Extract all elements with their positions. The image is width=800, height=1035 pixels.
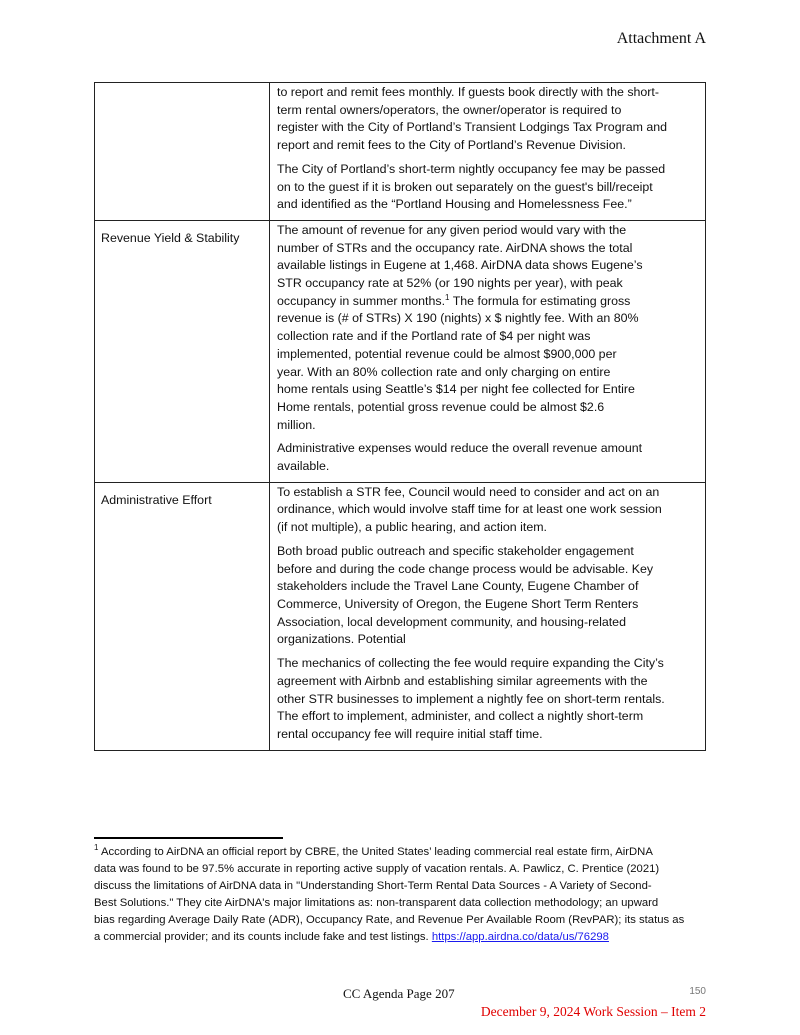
criterion-description: [270, 220, 706, 482]
text-line: ordinance, which would involve staff time for at least one work session: [277, 502, 662, 517]
paragraph: [277, 484, 699, 537]
table-row: [95, 83, 706, 221]
text-line: year. With an 80% collection rate and only charging on entire: [277, 364, 611, 379]
criteria-table: [94, 82, 706, 751]
page-number: 150: [689, 986, 706, 997]
text-line: The City of Portland’s short-term nightly occupancy fee may be passed: [277, 161, 666, 176]
text-line: stakeholders include the Travel Lane County, Eugene Chamber of: [277, 579, 639, 594]
text-line: available.: [277, 459, 330, 474]
criterion-description: [270, 482, 706, 750]
footnote-text: discuss the limitations of AirDNA data in "Understanding Short-Term Rental Data Sources - A Variety of Second-: [94, 880, 652, 892]
text-line: agreement with Airbnb and establishing similar agreements with the: [277, 673, 648, 688]
criterion-description: [270, 83, 706, 221]
table-row: [95, 220, 706, 482]
footnote-line: [94, 844, 684, 861]
text-line: collection rate and if the Portland rate of $4 per night was: [277, 329, 591, 344]
text-line: and identified as the “Portland Housing and Homelessness Fee.”: [277, 197, 632, 212]
text-line: The effort to implement, administer, and collect a nightly short-term: [277, 709, 644, 724]
text-line: Commerce, University of Oregon, the Eugene Short Term Renters: [277, 596, 639, 611]
text-line: number of STRs and the occupancy rate. AirDNA shows the total: [277, 240, 633, 255]
text-line: rental occupancy fee will require initial staff time.: [277, 726, 543, 741]
text-line: The amount of revenue for any given period would vary with the: [277, 222, 627, 237]
footnote-line: [94, 929, 684, 946]
criterion-label: Revenue Yield & Stability: [95, 220, 270, 482]
work-session-label: December 9, 2024 Work Session – Item 2: [480, 1004, 706, 1019]
text-line: To establish a STR fee, Council would need to consider and act on an: [277, 484, 660, 499]
text-line: before and during the code change process would be advisable. Key: [277, 561, 654, 576]
attachment-label: Attachment A: [616, 30, 706, 47]
text-line: other STR businesses to implement a nightly fee on short-term rentals.: [277, 691, 665, 706]
text-line: Administrative expenses would reduce the overall revenue amount: [277, 441, 643, 456]
text-line: to report and remit fees monthly. If guests book directly with the short-: [277, 85, 659, 99]
text-line: (if not multiple), a public hearing, and action item.: [277, 520, 547, 535]
paragraph: [277, 440, 699, 475]
text-line: home rentals using Seattle’s $14 per night fee collected for Entire: [277, 382, 635, 397]
paragraph: [277, 543, 699, 649]
airdna-link[interactable]: https://app.airdna.co/data/us/76298: [431, 931, 609, 943]
text-line: report and remit fees to the City of Portland’s Revenue Division.: [277, 138, 626, 153]
text-line: term rental owners/operators, the owner/operator is required to: [277, 102, 622, 117]
footnote-divider: [94, 837, 283, 839]
footnote: [94, 844, 684, 946]
text-line: available listings in Eugene at 1,468. AirDNA data shows Eugene’s: [277, 258, 643, 273]
paragraph: [277, 222, 699, 434]
text-line: on to the guest if it is broken out separately on the guest's bill/receipt: [277, 179, 653, 194]
footnote-text: a commercial provider; and its counts include fake and test listings.: [94, 931, 432, 943]
footnote-line: [94, 861, 684, 878]
paragraph: [277, 161, 699, 214]
footnote-text: Best Solutions." They cite AirDNA's major limitations as: non-transparent data collection methodology; an upward: [94, 897, 659, 909]
footnote-reference[interactable]: 1: [445, 292, 450, 302]
text-line: implemented, potential revenue could be almost $900,000 per: [277, 346, 617, 361]
text-line: occupancy in summer months.$^1$ The formula for estimating gross: [277, 292, 631, 308]
agenda-page-label: CC Agenda Page 207: [343, 986, 455, 1001]
text-line: STR occupancy rate at 52% (or 190 nights per year), with peak: [277, 276, 623, 291]
text-line: revenue is (# of STRs) X 190 (nights) x $ nightly fee. With an 80%: [277, 311, 639, 326]
footnote-line: [94, 878, 684, 895]
text-line: register with the City of Portland’s Transient Lodgings Tax Program and: [277, 120, 668, 135]
text-line: Home rentals, potential gross revenue could be almost $2.6: [277, 399, 605, 414]
criterion-label: [95, 83, 270, 221]
table-row: [95, 482, 706, 750]
text-line: organizations. Potential: [277, 632, 406, 647]
text-line: Association, local development community, and housing-related: [277, 614, 626, 629]
footnote-text: According to AirDNA an official report by CBRE, the United States’ leading commercial real estate firm, AirDNA: [100, 846, 653, 858]
paragraph: [277, 655, 699, 744]
text-line: The mechanics of collecting the fee would require expanding the City’s: [277, 656, 664, 671]
criterion-label: Administrative Effort: [95, 482, 270, 750]
footnote-line: [94, 895, 684, 912]
footnote-text: bias regarding Average Daily Rate (ADR), Occupancy Rate, and Revenue Per Available Room (RevPAR); its status as: [94, 914, 685, 926]
footnote-text: data was found to be 97.5% accurate in reporting active supply of vacation rentals. A. Pawlicz, C. Prentice (2021): [94, 863, 660, 875]
text-line: Both broad public outreach and specific stakeholder engagement: [277, 543, 634, 558]
footnote-marker: 1: [94, 843, 99, 853]
paragraph: [277, 84, 699, 155]
footnote-line: [94, 912, 684, 929]
text-line: million.: [277, 417, 316, 432]
